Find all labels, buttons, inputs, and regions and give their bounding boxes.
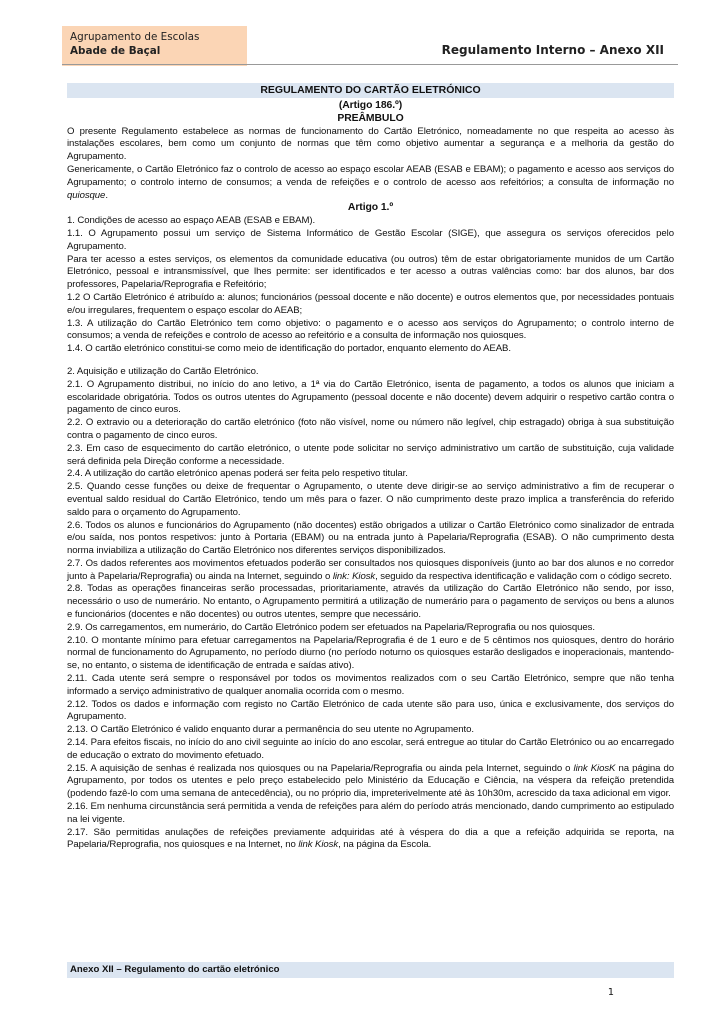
clause: 2.7. Os dados referentes aos movimentos efetuados poderão ser consultados nos quiosques disponíveis (junto ao bar dos alunos e no corredor junto à Papelaria/Reprografia) ou ainda na Internet, seguindo o link: Kiosk, seguido da respectiva identificação e validação com o código secreto. [67,557,674,582]
clause: 2.10. O montante mínimo para efetuar carregamentos na Papelaria/Reprografia é de 1 euro e de 5 cêntimos nos quiosques, dentro do horário normal de funcionamento do Agrupamento, no período diurno (no período noturno os quiosques estarão desligados e inoperacionais, mantendo-se, no entanto, o sistema de identificação de entrada e saídas ativo). [67,634,674,672]
clause: 1.3. A utilização do Cartão Eletrónico tem como objetivo: o pagamento e o acesso aos serviços do Agrupamento; o controlo interno de consumos; a venda de refeições e controlo de acesso ao refeitório e a consulta de informação nos quiosques. [67,317,674,342]
document-header-title: Regulamento Interno – Anexo XII [441,43,664,57]
italic-link: link: Kiosk [332,570,376,582]
section-heading: 2. Aquisição e utilização do Cartão Eletrónico. [67,365,259,377]
clause: 2.2. O extravio ou a deterioração do cartão eletrónico (foto não visível, nome ou número não legível, chip estragado) obriga à sua substituição contra o pagamento de cinco euros. [67,417,674,441]
italic-link: link KiosK [573,762,616,774]
annex-title: – Regulamento do cartão eletrónico [113,964,280,975]
clause: Para ter acesso a estes serviços, os elementos da comunidade educativa (ou outros) têm de estar obrigatoriamente munidos de um Cartão Eletrónico, pessoal e intransmissível, que lhes permite: ser identificados e ter acesso a outras valências como: bar dos alunos, bar dos professores, Papelaria/Reprografia e Refeitório; [67,253,674,291]
clause: 1.2 O Cartão Eletrónico é atribuído a: alunos; funcionários (pessoal docente e não docente) e outros elementos que, por necessidades pontuais e/ou irregulares, frequentem o espaço escolar do AEAB; [67,291,674,316]
clause: 2.16. Em nenhuma circunstância será permitida a venda de refeições para além do período atrás mencionado, dando cumprimento ao estipulado na lei vigente. [67,801,674,825]
document-body [67,100,674,852]
clause: 2.13. O Cartão Eletrónico é valido enquanto durar a permanência do seu utente no Agrupamento. [67,724,474,736]
italic-term: quiosque [67,189,106,201]
header-divider [62,64,678,65]
page-number: 1 [607,987,614,998]
clause: 2.1. O Agrupamento distribui, no início do ano letivo, a 1ª via do Cartão Eletrónico, isenta de pagamento, a todos os alunos que iniciam a escolaridade obrigatória. Todos os outros utentes do Agrupamento (pessoal docente e não docente) devem adquirir o respetivo cartão contra o pagamento de cinco euros. [67,378,674,416]
article-heading: Artigo 1.º [347,202,394,214]
clause: 1.4. O cartão eletrónico constitui-se como meio de identificação do portador, enquanto elemento do AEAB. [67,343,511,355]
preamble-paragraph: Genericamente, o Cartão Eletrónico faz o controlo de acesso ao espaço escolar AEAB (ESAB e EBAM); o pagamento e acesso aos serviços do Agrupamento; o controlo interno de consumos; a venda de refeições e o controlo de acesso aos refeitórios; a consulta de informação no quiosque. [67,163,674,201]
article-reference: (Artigo 186.º) [338,100,403,111]
clause: 2.4. A utilização do cartão eletrónico apenas poderá ser feita pelo respetivo titular. [67,468,408,480]
section-heading: 1. Condições de acesso ao espaço AEAB (ESAB e EBAM). [67,215,316,227]
clause: 1.1. O Agrupamento possui um serviço de Sistema Informático de Gestão Escolar (SIGE), que assegura os serviços oferecidos pelo Agrupamento. [67,227,674,252]
school-name: Abade de Baçal [70,45,161,57]
italic-link: link Kiosk [298,839,339,851]
spacer [67,356,674,366]
clause: 2.5. Quando cesse funções ou deixe de frequentar o Agrupamento, o utente deve dirigir-se ao serviço administrativo a fim de recuperar o eventual saldo residual do Cartão Eletrónico, tendo um mês para o fazer. O não cumprimento deste prazo implica a transferência do referido saldo para o orçamento do Agrupamento. [67,481,674,518]
clause: 2.3. Em caso de esquecimento do cartão eletrónico, o utente pode solicitar no serviço administrativo um cartão de substituição, cuja validade será definida pela Direção conforme a necessidade. [67,442,674,467]
clause: 2.8. Todas as operações financeiras serão processadas, prioritariamente, através da utilização do Cartão Eletrónico não sendo, por isso, necessário o uso de numerário. No entanto, o Agrupamento permitirá a utilização de numerário para o pagamento de serviços ou bens a alunos e funcionários (docentes e não docentes) ou outros utentes, sempre que necessário. [67,583,674,621]
preamble-heading: PREÂMBULO [337,112,404,124]
clause: 2.14. Para efeitos fiscais, no início do ano civil seguinte ao início do ano escolar, será entregue ao titular do Cartão Eletrónico ou ao encarregado de educação o extrato do movimento efetuado. [67,737,674,761]
preamble-paragraph: O presente Regulamento estabelece as normas de funcionamento do Cartão Eletrónico, nomeadamente no que respeita ao acesso às instalações escolares, bem como um conjunto de normas que têm como objetivo aumentar a segurança e a melhoria da gestão do Agrupamento. [67,125,674,163]
clause: 2.6. Todos os alunos e funcionários do Agrupamento (não docentes) estão obrigados a utilizar o Cartão Eletrónico como sinalizador de entrada e/ou saída, nos pontos respetivos: junto à Portaria (EBAM) ou na entrada junto à Papelaria/Reprografia (ESAB). O não cumprimento desta norma inviabiliza a utilização do Cartão Eletrónico nos diferentes serviços disponibilizados. [67,519,674,557]
annex-prefix: Anexo XII [70,964,114,975]
clause: 2.17. São permitidas anulações de refeições previamente adquiridas até à véspera do dia a que a refeição adquirida se reporta, na Papelaria/Reprografia, nos quiosques e na Internet, no link Kiosk, na página da Escola. [67,826,674,851]
clause: 2.15. A aquisição de senhas é realizada nos quiosques ou na Papelaria/Reprografia ou ainda pela Internet, seguindo o link KiosK na página do Agrupamento, por todos os utentes e pelo preço estabelecido pelo Ministério da Educação e Ciência, na véspera da refeição pretendida (podendo fazê-lo com uma semana de antecedência), ou no próprio dia, impreterivelmente até às 10h30m, acrescido da taxa adicional em vigor. [67,762,675,800]
clause: 2.11. Cada utente será sempre o responsável por todos os movimentos realizados com o seu Cartão Eletrónico, sempre que não tenha informado a serviço administrativo de qualquer anomalia ocorrida com o mesmo. [67,673,674,697]
organization-line: Agrupamento de Escolas [70,31,200,43]
organization-box [62,26,247,66]
clause: 2.9. Os carregamentos, em numerário, do Cartão Eletrónico podem ser efetuados na Papelaria/Reprografia ou nos quiosques. [67,621,595,633]
clause: 2.12. Todos os dados e informação com registo no Cartão Eletrónico de cada utente são para uso, única e exclusivamente, dos serviços do Agrupamento. [67,698,674,723]
regulation-title: REGULAMENTO DO CARTÃO ELETRÓNICO [67,83,674,98]
footer-annex-label [67,962,674,978]
